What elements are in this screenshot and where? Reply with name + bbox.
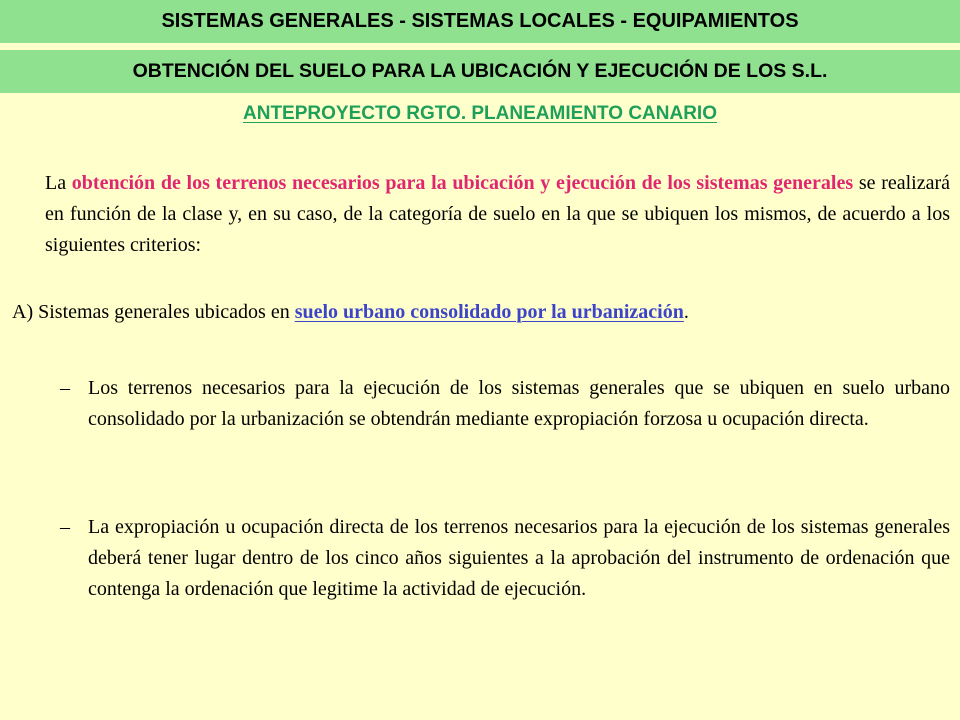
header-subtitle-band (0, 50, 960, 93)
item-a (12, 297, 689, 328)
intro-text-start: La (45, 172, 72, 194)
item-a-suffix: . (683, 301, 689, 323)
item-a-link[interactable]: suelo urbano consolidado por la urbanización (294, 301, 684, 323)
header-subtitle: OBTENCIÓN DEL SUELO PARA LA UBICACIÓN Y EJECUCIÓN DE LOS S.L. (132, 60, 828, 82)
list-item-text: La expropiación u ocupación directa de los terrenos necesarios para la ejecución de los sistemas generales deberá tener lugar dentro de los cinco años siguientes a la aprobación del instrumento de ordenación que contenga la ordenación que legitime la actividad de ejecución. (88, 516, 950, 600)
intro-highlight: obtención de los terrenos necesarios para la ubicación y ejecución de los sistemas generales (71, 172, 854, 194)
header-title: SISTEMAS GENERALES - SISTEMAS LOCALES - EQUIPAMIENTOS (161, 10, 799, 32)
list-item-text: Los terrenos necesarios para la ejecución de los sistemas generales que se ubiquen en suelo urbano consolidado por la urbanización se obtendrán mediante expropiación forzosa u ocupación directa. (88, 377, 950, 430)
section-title: ANTEPROYECTO RGTO. PLANEAMIENTO CANARIO (243, 103, 717, 124)
item-a-prefix: A) Sistemas generales ubicados en (12, 301, 295, 323)
dash-marker: – (60, 377, 70, 399)
header-title-band (0, 0, 960, 43)
intro-text-end: se realizará en función de la clase y, en su caso, de la categoría de suelo en la que se ubiquen los mismos, de acuerdo a los siguientes criterios: (45, 172, 951, 256)
intro-paragraph (45, 168, 950, 261)
dash-marker: – (60, 516, 70, 538)
